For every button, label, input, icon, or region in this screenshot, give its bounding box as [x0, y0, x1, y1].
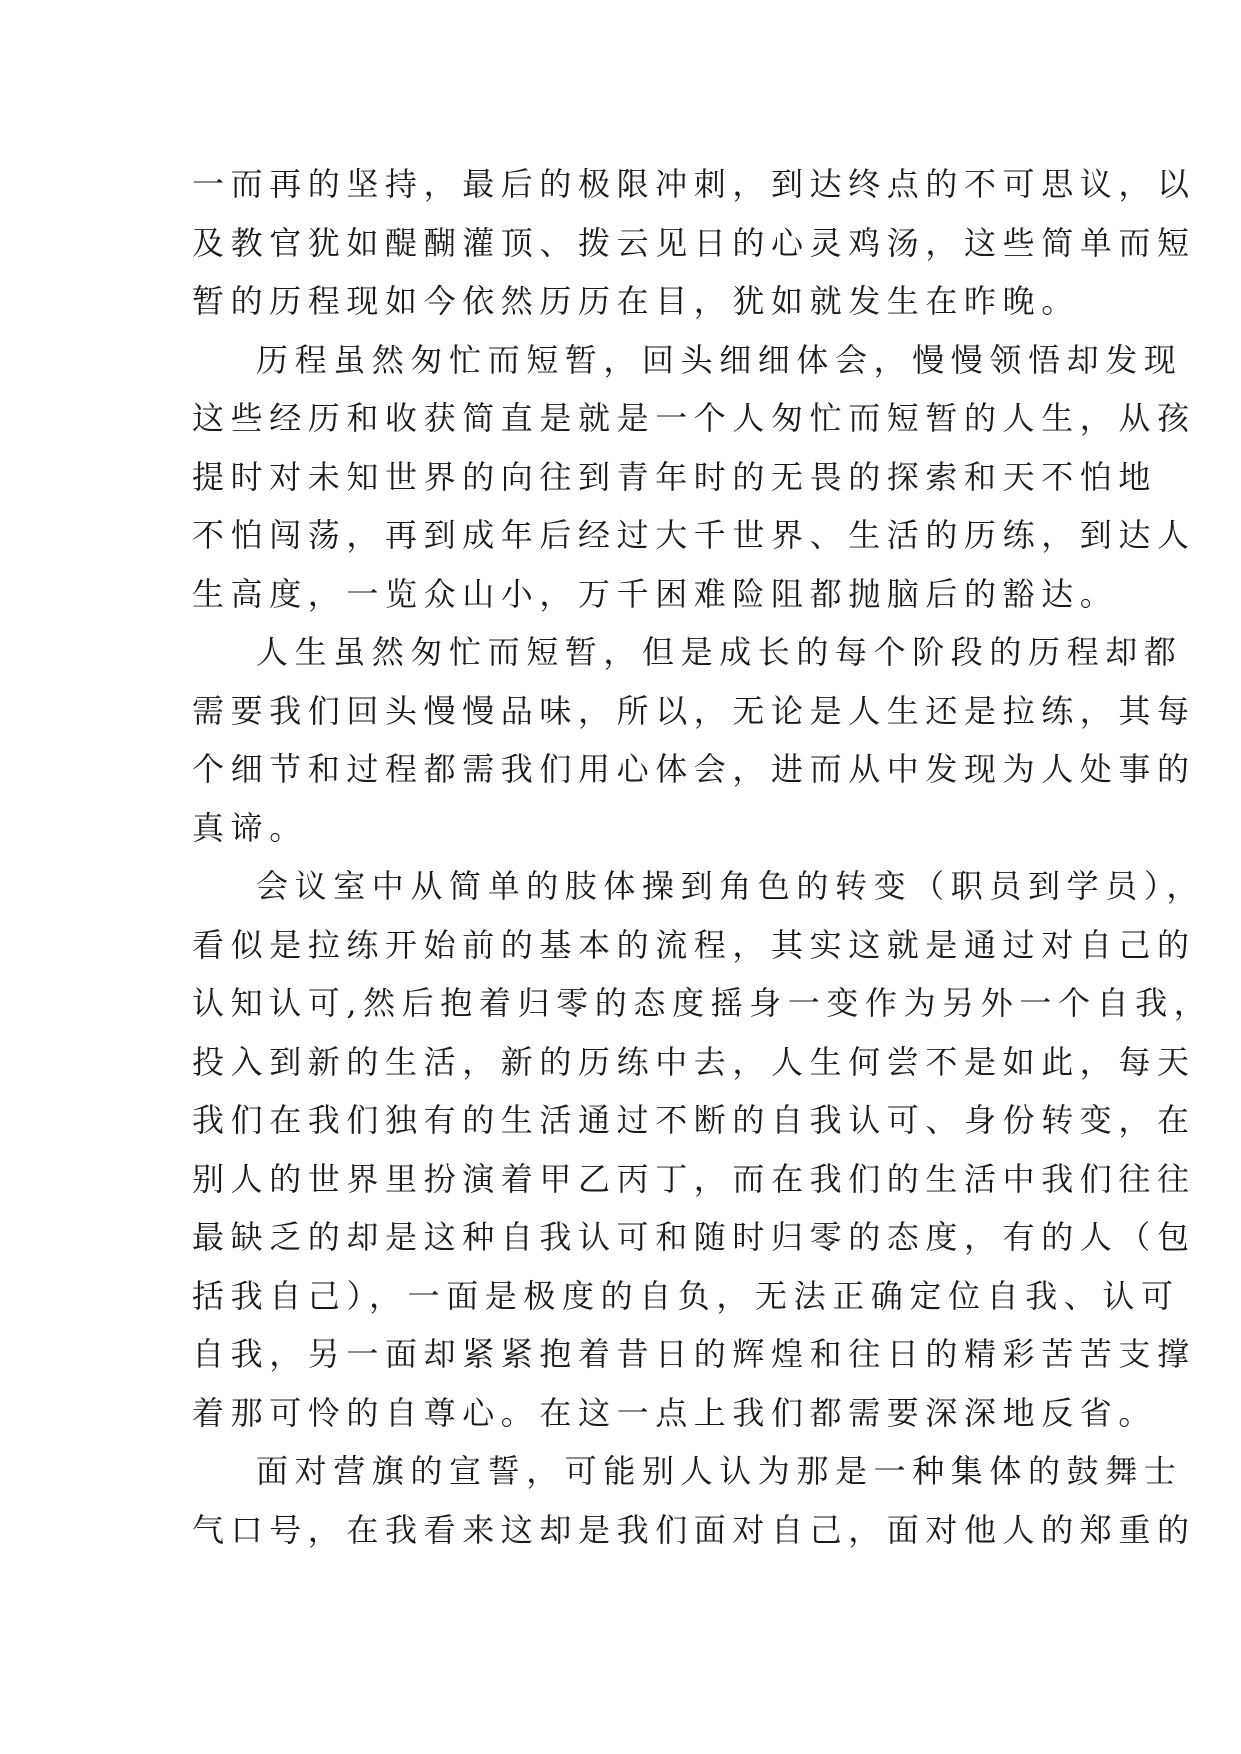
paragraph-first-line: 人生虽然匆忙而短暂，但是成长的每个阶段的历程却都	[256, 633, 1183, 671]
text-line: 我们在我们独有的生活通过不断的自我认可、身份转变，在	[192, 1101, 1196, 1139]
text-line: 个细节和过程都需我们用心体会，进而从中发现为人处事的	[192, 750, 1196, 788]
paragraph-first-line: 面对营旗的宣誓，可能别人认为那是一种集体的鼓舞士	[256, 1452, 1183, 1490]
text-line: 需要我们回头慢慢品味，所以，无论是人生还是拉练，其每	[192, 691, 1196, 730]
text-line: 自我，另一面却紧紧抱着昔日的辉煌和往日的精彩苦苦支撑	[192, 1335, 1196, 1373]
text-line: 认知认可,然后抱着归零的态度摇身一变作为另外一个自我，	[192, 984, 1213, 1022]
text-line: 暂的历程现如今依然历历在目，犹如就发生在昨晚。	[192, 282, 1080, 320]
text-line: 提时对未知世界的向往到青年时的无畏的探索和天不怕地	[192, 457, 1158, 496]
text-line: 投入到新的生活，新的历练中去，人生何尝不是如此，每天	[192, 1042, 1196, 1081]
text-line: 一而再的坚持，最后的极限冲刺，到达终点的不可思议，以	[192, 165, 1196, 203]
text-line: 及教官犹如醍醐灌顶、拨云见日的心灵鸡汤，这些简单而短	[192, 223, 1196, 262]
paragraph-first-line: 历程虽然匆忙而短暂，回头细细体会，慢慢领悟却发现	[256, 340, 1183, 379]
text-line: 看似是拉练开始前的基本的流程，其实这就是通过对自己的	[192, 925, 1196, 964]
text-line: 不怕闯荡，再到成年后经过大千世界、生活的历练，到达人	[192, 516, 1196, 554]
text-line: 气口号，在我看来这却是我们面对自己，面对他人的郑重的	[192, 1510, 1196, 1549]
text-line: 别人的世界里扮演着甲乙丙丁，而在我们的生活中我们往往	[192, 1159, 1196, 1198]
text-line: 这些经历和收获简直是就是一个人匆忙而短暂的人生，从孩	[192, 399, 1196, 437]
document-body	[192, 155, 1213, 1559]
text-line: 括我自己），一面是极度的自负，无法正确定位自我、认可	[192, 1276, 1180, 1315]
text-line: 真谛。	[192, 808, 308, 847]
text-line: 着那可怜的自尊心。在这一点上我们都需要深深地反省。	[192, 1393, 1158, 1432]
paragraph-first-line: 会议室中从简单的肢体操到角色的转变（职员到学员），	[256, 867, 1206, 905]
text-line: 最缺乏的却是这种自我认可和随时归零的态度，有的人（包	[192, 1218, 1196, 1256]
text-line: 生高度，一览众山小，万千困难险阻都抛脑后的豁达。	[192, 574, 1119, 613]
